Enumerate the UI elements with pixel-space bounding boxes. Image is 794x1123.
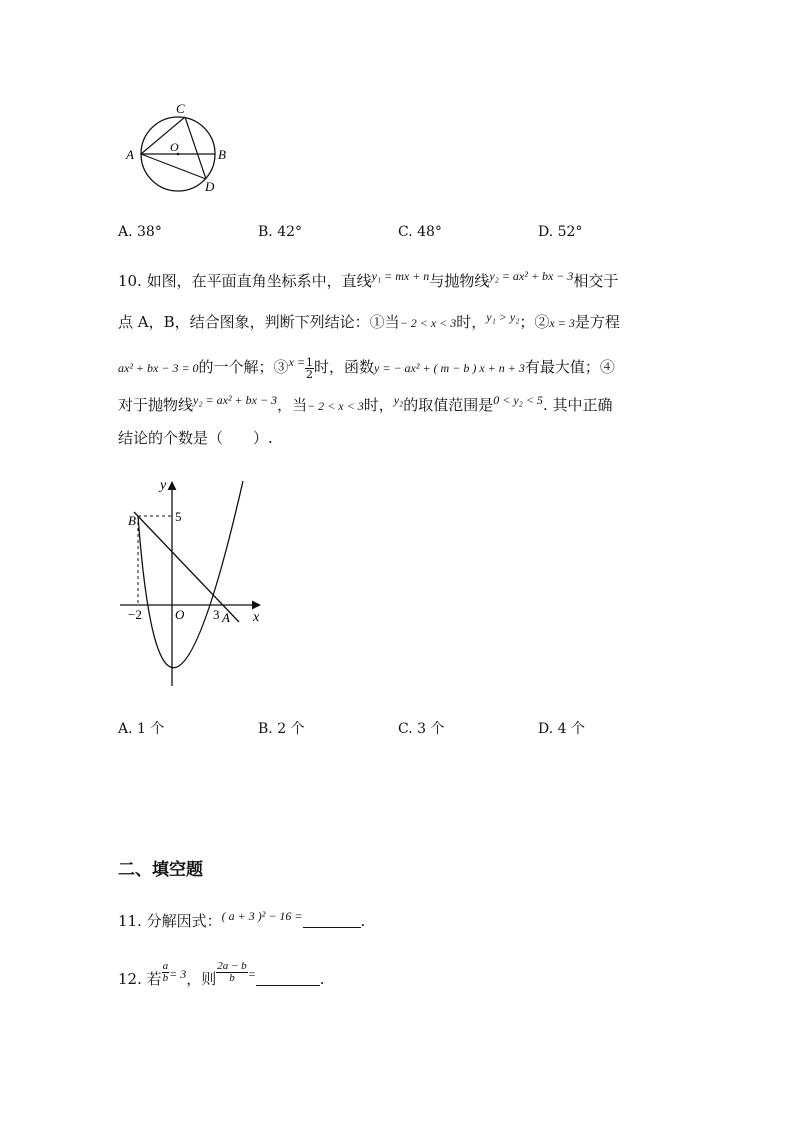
q12-math: = 3 (169, 967, 187, 981)
q11-expression: ( a + 3 )² − 16 = (221, 909, 303, 923)
tick-neg2-label: −2 (128, 607, 142, 622)
q9-label-b: B (218, 147, 226, 162)
q10-math: y = − ax² + ( m − b ) x + n + 3 (374, 361, 525, 375)
x-axis-label: x (253, 610, 260, 625)
q10-text: 结论的个数是（ ）. (118, 429, 273, 447)
fraction-denominator: 2 (306, 367, 313, 381)
q9-label-a: A (126, 147, 134, 162)
q9-option-c[interactable]: C. 48° (398, 224, 442, 240)
q10-text: 对于抛物线 (118, 396, 194, 414)
q10-text: 时， (363, 396, 394, 414)
q12-prefix: 12. 若 (118, 970, 162, 988)
q10-graph (118, 476, 270, 690)
origin-label: O (175, 607, 185, 622)
q10-line-2 (118, 311, 620, 334)
q12-mid: ，则 (186, 970, 217, 988)
q10-math: y₂ = ax² + bx − 3 (193, 393, 278, 407)
q10-text: 点 A，B，结合图象，判断下列结论：①当 (118, 313, 400, 331)
q10-option-a[interactable]: A. 1 个 (118, 721, 165, 737)
q9-option-d[interactable]: D. 52° (538, 224, 583, 240)
q10-math: x = (288, 355, 305, 369)
q9-label-o: O (170, 140, 179, 154)
q10-text: 时，函数 (314, 358, 375, 376)
q10-text: 与抛物线 (429, 272, 490, 290)
fraction-denominator: b (229, 971, 235, 984)
q10-math: y₁ = mx + n (371, 269, 430, 283)
q10-option-b[interactable]: B. 2 个 (258, 721, 305, 737)
q12-math: = (247, 967, 256, 981)
q9-label-c: C (176, 101, 185, 116)
q10-text: ，当 (277, 396, 308, 414)
q11-prefix: 11. 分解因式： (118, 912, 222, 930)
q9-circle-figure (118, 98, 238, 194)
q9-option-a[interactable]: A. 38° (118, 224, 162, 240)
q10-fraction-half (305, 357, 314, 380)
fraction-denominator: b (162, 971, 169, 984)
q9-chord-ad (141, 154, 206, 179)
q10-text: 是方程 (574, 313, 620, 331)
q11-suffix: . (360, 912, 366, 930)
q12-line (118, 959, 325, 992)
fraction-numerator: 2a − b (217, 959, 247, 972)
y-axis-label: y (160, 478, 167, 493)
q10-math: − 2 < x < 3 (307, 399, 364, 413)
q10-math: x = 3 (549, 316, 575, 330)
q10-math: y₂ = ax² + bx − 3 (489, 269, 574, 283)
tick-5-label: 5 (175, 509, 182, 524)
q10-text: 相交于 (573, 272, 619, 290)
q10-text: 10. 如图，在平面直角坐标系中，直线 (118, 272, 372, 290)
tick-3-label: 3 (213, 607, 220, 622)
q10-math: − 2 < x < 3 (399, 316, 457, 330)
q12-answer-blank[interactable] (256, 971, 320, 986)
q10-text: 的取值范围是 (403, 396, 494, 414)
q10-option-c[interactable]: C. 3 个 (398, 721, 445, 737)
q10-text: . 其中正确 (542, 396, 613, 414)
q10-math: y₁ > y₂ (486, 310, 520, 324)
q12-suffix: . (319, 970, 325, 988)
q10-line-5 (118, 427, 273, 449)
q10-line-1 (118, 270, 618, 293)
q11-line (118, 910, 365, 933)
fraction-numerator: 1 (306, 355, 313, 369)
point-a-label: A (222, 610, 230, 625)
fraction-numerator: a (162, 959, 169, 972)
section-heading: 二、填空题 (118, 860, 203, 880)
q9-label-d: D (205, 179, 215, 194)
parabola-curve (138, 481, 243, 668)
q10-line-3 (118, 356, 615, 380)
q10-text: ；② (519, 313, 550, 331)
q10-math: y₂ (393, 393, 404, 407)
point-b-label: B (128, 513, 136, 528)
q10-line-4 (118, 394, 612, 417)
q10-text: 有最大值；④ (524, 358, 615, 376)
q11-answer-blank[interactable] (303, 913, 361, 928)
q10-text: 时， (456, 313, 487, 331)
q10-math: 0 < y₂ < 5 (493, 393, 543, 407)
q9-option-b[interactable]: B. 42° (258, 224, 303, 240)
q10-option-d[interactable]: D. 4 个 (538, 721, 585, 737)
q10-math: ax² + bx − 3 = 0 (118, 361, 199, 375)
q12-fraction-a-over-b (162, 961, 170, 984)
q12-fraction-2a-b-over-b (216, 961, 247, 984)
q10-text: 的一个解；③ (198, 358, 289, 376)
